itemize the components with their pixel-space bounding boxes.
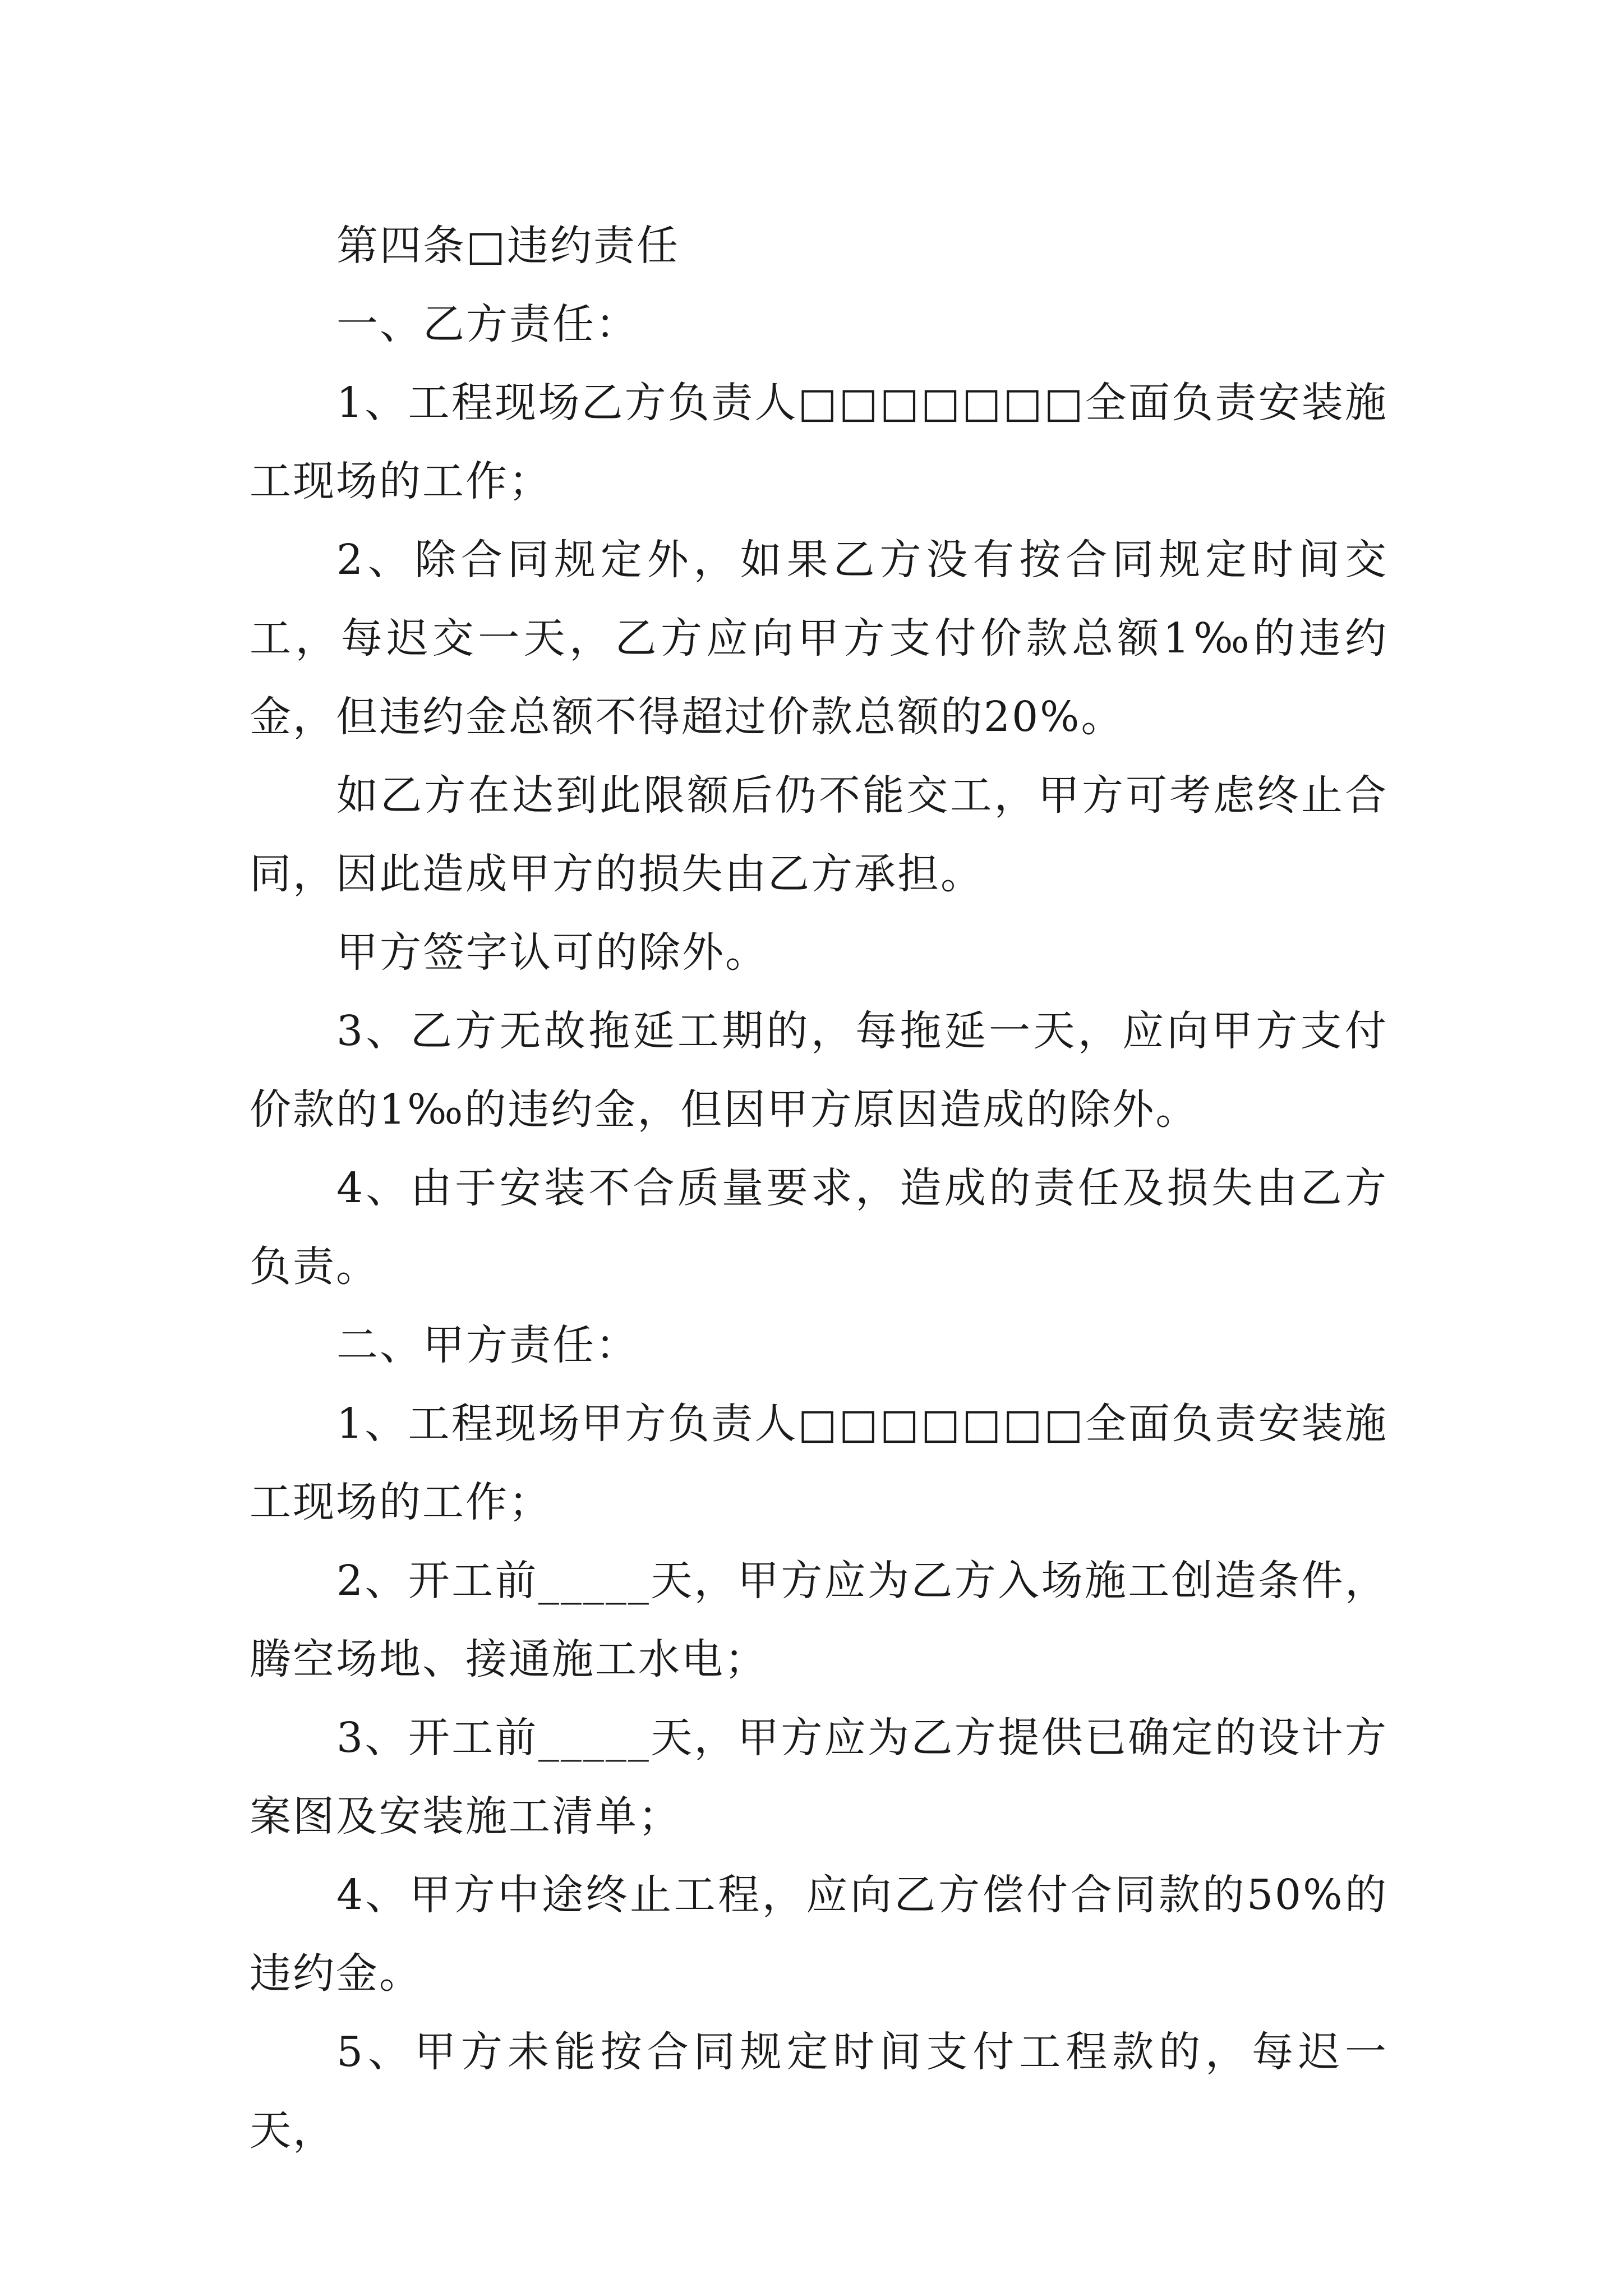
subsection-heading-party-a: 二、甲方责任： [336, 1321, 639, 1369]
paragraph-a-5: 5、甲方未能按合同规定时间支付工程款的，每迟一天， [250, 2028, 1388, 2155]
paragraph-a-2: 2、开工前_____天，甲方应为乙方入场施工创造条件，腾空场地、接通施工水电； [250, 1557, 1388, 1683]
subsection-heading-party-b: 一、乙方责任： [336, 300, 639, 348]
document-body [250, 206, 1388, 2170]
paragraph-a-1: 1、工程现场甲方负责人□□□□□□□全面负责安装施工现场的工作； [250, 1400, 1388, 1526]
paragraph-b-2-exception: 甲方签字认可的除外。 [336, 928, 768, 977]
paragraph-b-2: 2、除合同规定外，如果乙方没有按合同规定时间交工，每迟交一天，乙方应向甲方支付价款总额1‰的违约金，但违约金总额不得超过价款总额的20%。 [250, 536, 1388, 741]
paragraph-a-3: 3、开工前_____天，甲方应为乙方提供已确定的设计方案图及安装施工清单； [250, 1714, 1388, 1841]
paragraph-b-1: 1、工程现场乙方负责人□□□□□□□全面负责安装施工现场的工作； [250, 379, 1388, 505]
paragraph-a-4: 4、甲方中途终止工程，应向乙方偿付合同款的50%的违约金。 [250, 1871, 1388, 1998]
paragraph-b-2-cont: 如乙方在达到此限额后仍不能交工，甲方可考虑终止合同，因此造成甲方的损失由乙方承担。 [250, 771, 1388, 898]
paragraph-b-3: 3、乙方无故拖延工期的，每拖延一天，应向甲方支付价款的1‰的违约金，但因甲方原因造成的除外。 [250, 1007, 1388, 1134]
section-heading-article-4: 第四条□违约责任 [336, 222, 680, 270]
paragraph-b-4: 4、由于安装不合质量要求，造成的责任及损失由乙方负责。 [250, 1164, 1388, 1291]
